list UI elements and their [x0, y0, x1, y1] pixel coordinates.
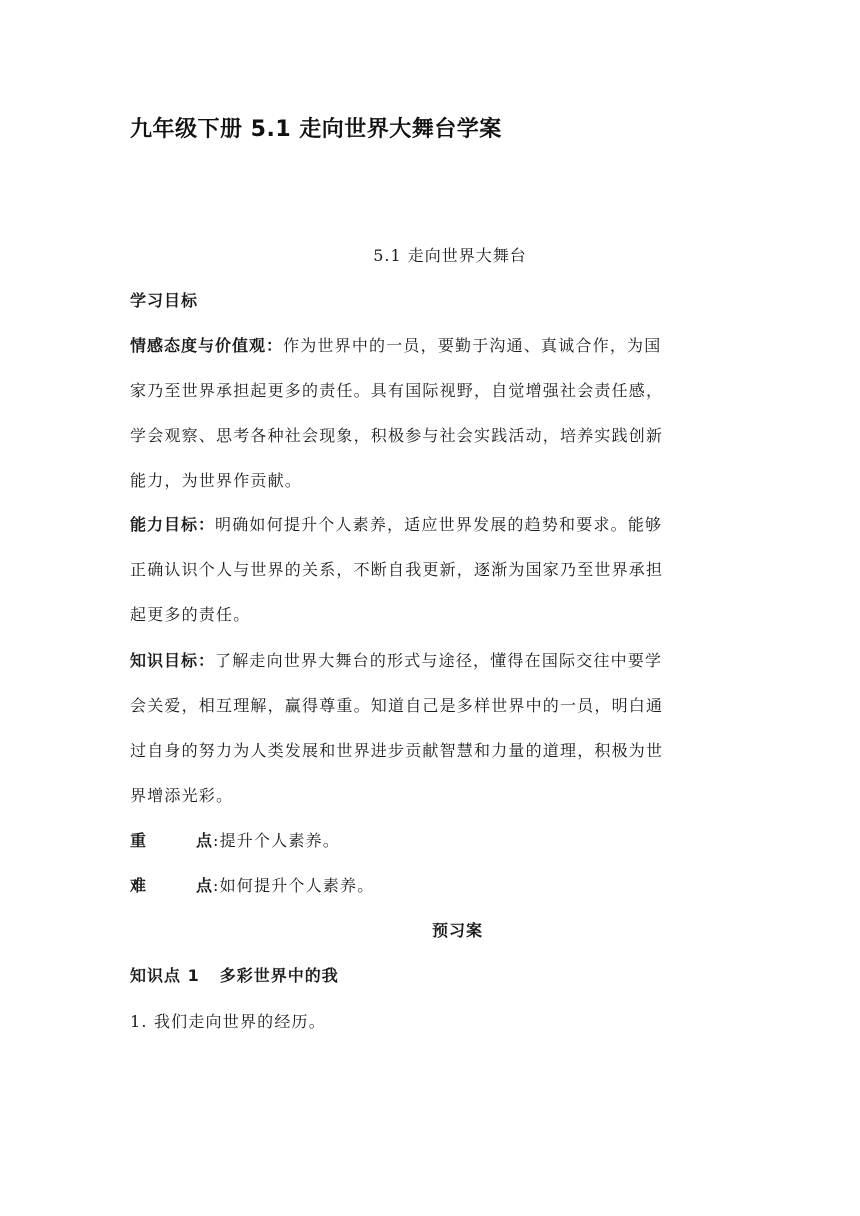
objective-knowledge-line-3: 过自身的努力为人类发展和世界进步贡献智慧和力量的道理，积极为世 [130, 741, 664, 760]
objective-emotion-line-3: 学会观察、思考各种社会现象，积极参与社会实践活动，培养实践创新 [130, 426, 664, 445]
objective-knowledge-line-1: 知识目标：了解走向世界大舞台的形式与途径，懂得在国际交往中要学 [130, 651, 663, 670]
key-point-label-b: 点 [196, 831, 214, 850]
objective-emotion-label: 情感态度与价值观： [130, 336, 284, 355]
objective-ability-label: 能力目标： [130, 515, 216, 534]
objective-knowledge-line-2: 会关爱，相互理解，赢得尊重。知道自己是多样世界中的一员，明白通 [130, 696, 664, 715]
difficult-point-text: :如何提升个人素养。 [213, 876, 375, 895]
objective-knowledge-label: 知识目标： [130, 651, 216, 670]
knowledge-point-1-label: 知识点 1 [130, 966, 200, 985]
objective-knowledge-line-4: 界增添光彩。 [130, 786, 234, 805]
objectives-heading: 学习目标 [130, 291, 199, 310]
knowledge-point-1 [130, 953, 730, 998]
difficult-point-label-a: 难 [130, 876, 148, 895]
key-point-text: :提升个人素养。 [213, 831, 341, 850]
question-1: 1. 我们走向世界的经历。 [130, 1012, 326, 1031]
objective-ability-line-3: 起更多的责任。 [130, 605, 251, 624]
difficult-point-label-b: 点 [196, 876, 214, 895]
document-title: 九年级下册 5.1 走向世界大舞台学案 [130, 117, 502, 142]
objective-emotion-line-2: 家乃至世界承担起更多的责任。具有国际视野，自觉增强社会责任感， [130, 381, 664, 400]
key-point [130, 818, 730, 863]
difficult-point [130, 863, 730, 908]
preview-heading: 预习案 [431, 921, 483, 940]
objective-knowledge [130, 638, 730, 818]
objective-emotion-line-4: 能力，为世界作贡献。 [130, 471, 303, 490]
knowledge-point-1-title: 多彩世界中的我 [219, 966, 339, 985]
objective-emotion-line-1: 情感态度与价值观：作为世界中的一员，要勤于沟通、真诚合作，为国 [130, 336, 662, 355]
key-point-label-a: 重 [130, 831, 148, 850]
objective-ability-line-2: 正确认识个人与世界的关系，不断自我更新，逐渐为国家乃至世界承担 [130, 560, 664, 579]
objective-ability-line-1: 能力目标：明确如何提升个人素养，适应世界发展的趋势和要求。能够 [130, 515, 663, 534]
objective-emotion [130, 323, 730, 503]
objective-ability [130, 502, 730, 637]
lesson-heading: 5.1 走向世界大舞台 [373, 246, 527, 265]
